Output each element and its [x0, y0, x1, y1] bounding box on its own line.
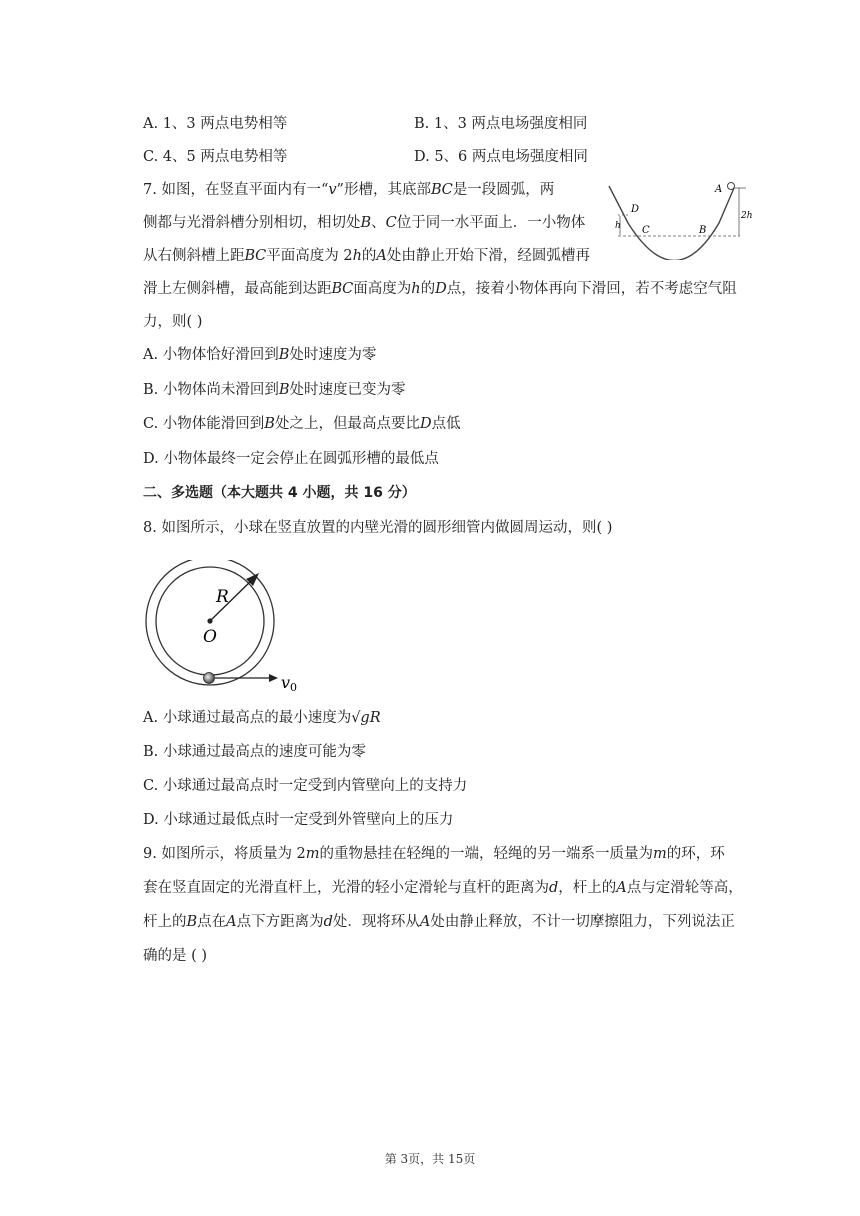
velocity-label-sub: 0 [290, 681, 298, 694]
q7-option-a: A. 小物体恰好滑回到𝐵处时速度为零 [143, 347, 377, 363]
q9-stem-line-4: 确的是 ( ) [143, 948, 208, 964]
q9-stem-line-1: 9. 如图所示，将质量为 2𝑚的重物悬挂在轻绳的一端，轻绳的另一端系一质量为𝑚的环，环 [143, 846, 725, 862]
q7-stem-line-5: 力，则( ) [143, 314, 203, 330]
q7-stem-line-4: 滑上左侧斜槽，最高能到达距𝐵𝐶面高度为ℎ的𝐷点，接着小物体再向下滑回，若不考虑空气阻 [143, 281, 737, 297]
v-groove-figure [600, 178, 760, 260]
ball [204, 673, 215, 684]
q6-option-b: B. 1、3 两点电场强度相同 [414, 116, 588, 132]
q6-option-row-1 [143, 112, 763, 132]
q9-stem-line-3: 杆上的𝐵点在𝐴点下方距离为𝑑处．现将环从𝐴处由静止释放，不计一切摩擦阻力，下列说法正 [143, 914, 735, 930]
section-heading: 二、多选题（本大题共 4 小题，共 16 分） [143, 485, 416, 501]
q7-stem-line-1: 7. 如图，在竖直平面内有一“𝑣”形槽，其底部𝐵𝐶是一段圆弧，两 [143, 182, 555, 198]
q8-option-b: B. 小球通过最高点的速度可能为零 [143, 744, 366, 760]
page-footer: 第 3页，共 15页 [384, 1152, 476, 1166]
figure-label-c: C [642, 225, 650, 236]
q8-option-a: A. 小球通过最高点的最小速度为√𝑔𝑅 [143, 710, 381, 726]
q7-option-d: D. 小物体最终一定会停止在圆弧形槽的最低点 [143, 451, 439, 467]
radius-label: R [216, 587, 229, 607]
circular-tube-figure [138, 560, 308, 696]
figure-label-2h: 2h [741, 211, 753, 221]
figure-label-a: A [715, 184, 723, 195]
figure-label-b: B [699, 225, 707, 236]
q6-option-d: D. 5、6 两点电场强度相同 [414, 149, 588, 165]
q9-stem-line-2: 套在竖直固定的光滑直杆上，光滑的轻小定滑轮与直杆的距离为𝑑，杆上的𝐴点与定滑轮等高， [143, 880, 743, 896]
q8-option-c: C. 小球通过最高点时一定受到内管壁向上的支持力 [143, 778, 468, 794]
q7-stem-line-2: 侧都与光滑斜槽分别相切，相切处𝐵、𝐶位于同一水平面上．一小物体 [143, 215, 586, 231]
q7-option-b: B. 小物体尚未滑回到𝐵处时速度已变为零 [143, 382, 406, 398]
q6-option-a: A. 1、3 两点电势相等 [143, 116, 288, 132]
velocity-label-v: v [281, 673, 291, 692]
center-label: O [203, 627, 217, 647]
figure-label-h: h [615, 221, 621, 231]
q8-option-d: D. 小球通过最低点时一定受到外管壁向上的压力 [143, 812, 454, 828]
q7-stem-line-3: 从右侧斜槽上距𝐵𝐶平面高度为 2ℎ的𝐴处由静止开始下滑，经圆弧槽再 [143, 248, 590, 264]
figure-label-d: D [631, 204, 640, 215]
q6-option-c: C. 4、5 两点电势相等 [143, 149, 288, 165]
q7-option-c: C. 小物体能滑回到𝐵处之上，但最高点要比𝐷点低 [143, 416, 461, 432]
q6-option-row-2 [143, 145, 763, 165]
velocity-label [281, 673, 297, 694]
q8-stem: 8. 如图所示，小球在竖直放置的内壁光滑的圆形细管内做圆周运动，则( ) [143, 520, 613, 536]
